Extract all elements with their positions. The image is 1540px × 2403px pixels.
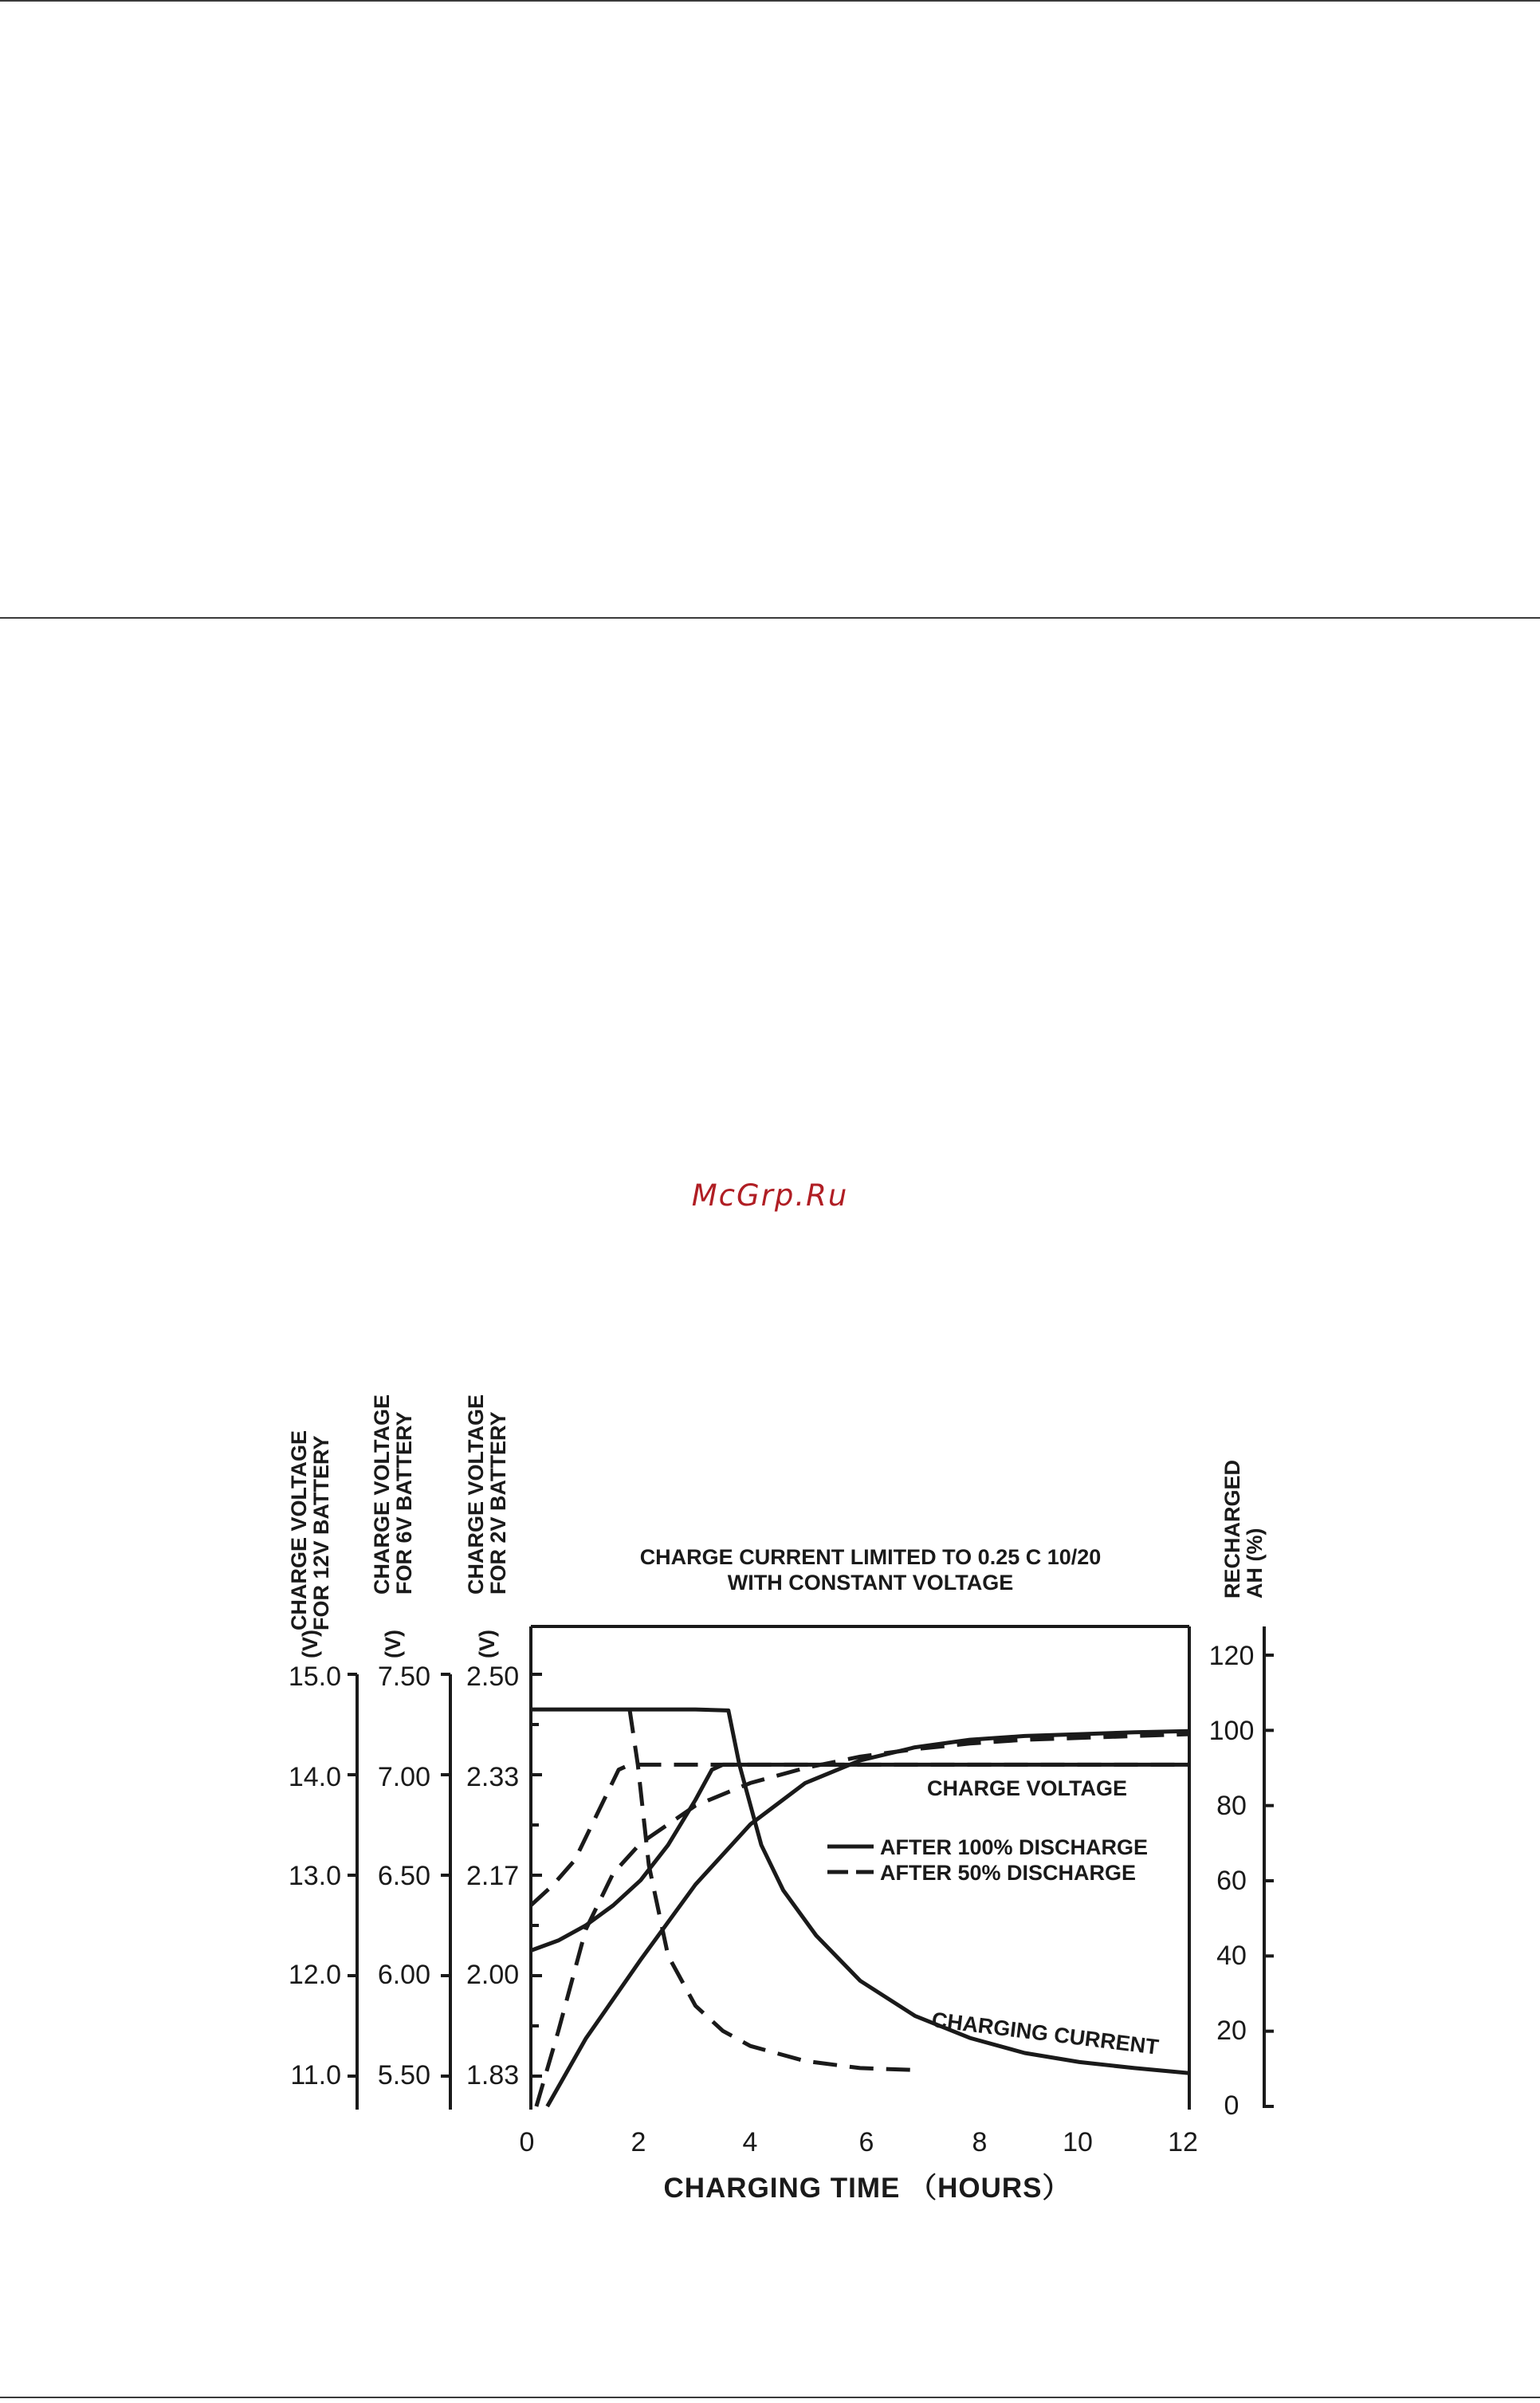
axis-2v-tick-label: 1.83 (466, 2060, 520, 2090)
axis-12v-unit: (V) (298, 1630, 322, 1658)
axis-recharged-tick-label: 120 (1208, 1641, 1255, 1671)
axis-recharged-title (1220, 1460, 1267, 1599)
charging-current-annotation: CHARGING CURRENT (930, 2008, 1161, 2059)
watermark-text: McGrp.Ru (691, 1178, 849, 1213)
axis-2v-tick-label: 2.33 (466, 1762, 520, 1792)
x-tick-label: 0 (519, 2127, 535, 2157)
axis-6v-title (370, 1394, 416, 1595)
axis-6v-tick-label: 6.00 (377, 1960, 430, 1990)
axis-recharged-title-line2: AH (%) (1243, 1528, 1267, 1599)
axis-2v-tick-label: 2.50 (466, 1662, 520, 1692)
x-tick-label: 12 (1168, 2127, 1198, 2157)
legend (827, 1835, 1148, 1885)
axis-12v-tick-label: 15.0 (288, 1662, 341, 1692)
axis-recharged-tick-label: 100 (1208, 1716, 1255, 1746)
axis-recharged-tick-label: 20 (1216, 2016, 1247, 2046)
axis-2v-title (464, 1394, 510, 1595)
x-axis-title: CHARGING TIME （HOURS） (663, 2173, 1071, 2204)
axis-2v-ticks (466, 1662, 519, 2090)
x-tick-label: 2 (631, 2127, 646, 2157)
axis-6v-ticks (378, 1662, 430, 2090)
axis-12v-tick-label: 14.0 (288, 1762, 341, 1792)
axis-6v-tick-label: 7.00 (377, 1762, 430, 1792)
x-tick-label: 4 (742, 2127, 758, 2157)
axis-recharged-ticks (1209, 1641, 1255, 2121)
axis-6v-unit: (V) (381, 1630, 405, 1658)
x-tick-label: 10 (1063, 2127, 1093, 2157)
axis-12v-tick-label: 11.0 (290, 2060, 341, 2090)
axis-12v-tick-label: 12.0 (288, 1960, 341, 1990)
charge-voltage-annotation: CHARGE VOLTAGE (927, 1776, 1128, 1800)
axis-recharged-tick-label: 0 (1224, 2090, 1239, 2121)
axis-recharged-tick-label: 40 (1216, 1941, 1247, 1971)
x-tick-label: 8 (972, 2127, 988, 2157)
axis-6v-tick-label: 5.50 (377, 2060, 430, 2090)
axis-recharged-title-line1: RECHARGED (1220, 1459, 1244, 1599)
axis-recharged-tick-label: 80 (1216, 1791, 1247, 1821)
axis-recharged-tick-label: 60 (1216, 1866, 1247, 1896)
x-tick-label: 6 (858, 2127, 874, 2157)
x-axis-ticks (520, 2127, 1198, 2157)
axis-2v-title-line1: CHARGE VOLTAGE (464, 1394, 488, 1595)
axis-6v-tick-label: 6.50 (377, 1861, 430, 1891)
axis-2v-tick-label: 2.17 (466, 1861, 520, 1891)
axis-2v-unit: (V) (475, 1630, 499, 1658)
axis-12v-title-line2: FOR 12V BATTERY (309, 1435, 333, 1630)
legend-dashed-label: AFTER 50% DISCHARGE (880, 1861, 1137, 1885)
axis-6v-title-line1: CHARGE VOLTAGE (370, 1394, 394, 1595)
chart-title: CHARGE CURRENT LIMITED TO 0.25 C 10/20 (639, 1545, 1102, 1569)
axis-6v-title-line2: FOR 6V BATTERY (392, 1411, 416, 1595)
axis-12v-title (287, 1430, 333, 1630)
axis-2v-title-line2: FOR 2V BATTERY (486, 1411, 510, 1595)
axis-12v-ticks (289, 1662, 341, 2090)
axis-12v-title-line1: CHARGE VOLTAGE (287, 1430, 311, 1630)
legend-solid-label: AFTER 100% DISCHARGE (880, 1835, 1149, 1859)
chart-subtitle: WITH CONSTANT VOLTAGE (727, 1571, 1014, 1595)
axis-6v-tick-label: 7.50 (377, 1662, 430, 1692)
axis-2v-tick-label: 2.00 (466, 1960, 520, 1990)
axis-12v-tick-label: 13.0 (288, 1861, 341, 1891)
